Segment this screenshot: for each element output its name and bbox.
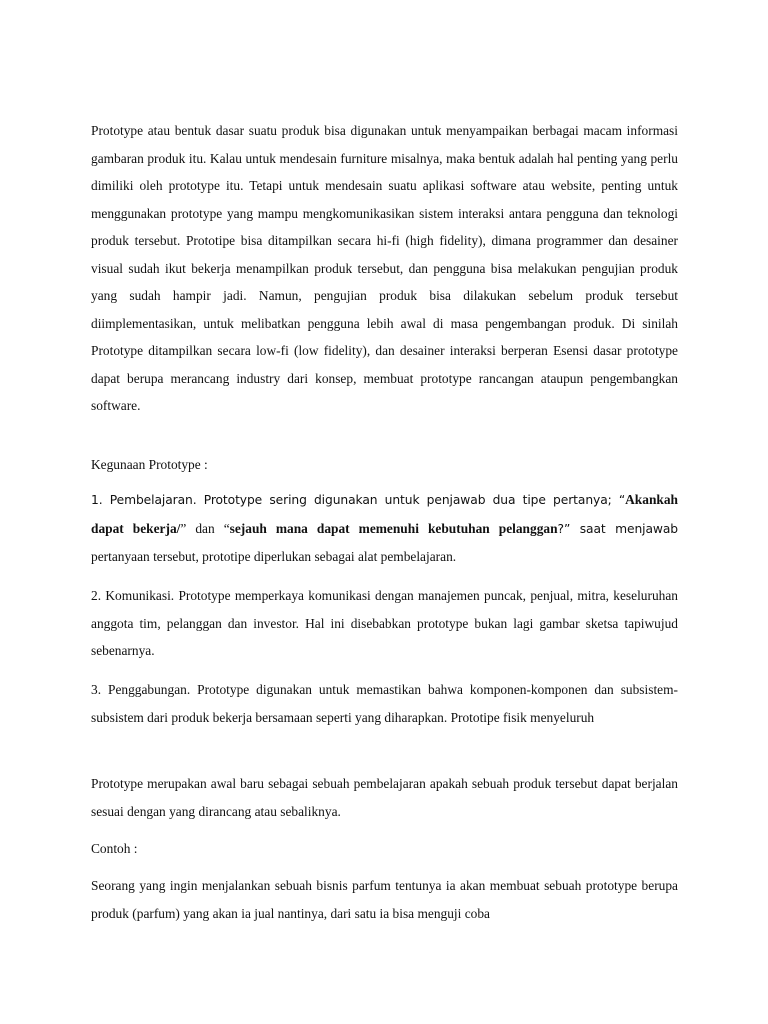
item1-tail-text: pertanyaan tersebut, prototipe diperlukan sebagai alat pembelajaran. xyxy=(91,549,457,564)
summary-paragraph: Prototype merupakan awal baru sebagai sebuah pembelajaran apakah sebuah produk tersebut dapat berjalan sesuai dengan yang dirancang atau sebaliknya. xyxy=(91,776,678,819)
item1-lead-text: 1. Pembelajaran. Prototype sering digunakan untuk penjawab dua tipe pertanya; “ xyxy=(91,493,626,507)
item1-mid-text-2: ?” saat menjawab xyxy=(557,521,678,536)
list-item-communication: 2. Komunikasi. Prototype memperkaya komunikasi dengan manajemen puncak, penjual, mitra, keseluruhan anggota tim, pelanggan dan investor. Hal ini disebabkan prototype bukan lagi gambar sketsa tapiwujud sebenarnya. xyxy=(91,588,678,658)
item1-bold-question-2: sejauh mana dapat memenuhi kebutuhan pelanggan xyxy=(229,520,558,536)
uses-heading: Kegunaan Prototype : xyxy=(91,457,208,472)
item1-bold-question-1: Akankah dapat bekerja/ xyxy=(91,492,678,536)
intro-paragraph: Prototype atau bentuk dasar suatu produk bisa digunakan untuk menyampaikan berbagai macam informasi gambaran produk itu. Kalau untuk mendesain furniture misalnya, maka bentuk adalah hal penting yang perlu dimiliki oleh prototype itu. Tetapi untuk mendesain suatu aplikasi software atau website, penting untuk menggunakan prototype yang mampu mengkomunikasikan sistem interaksi antara pengguna dan teknologi produk tersebut. Prototipe bisa ditampilkan secara hi-fi (high fidelity), dimana programmer dan desainer visual sudah ikut bekerja menampilkan produk tersebut, dan pengguna bisa melakukan pengujian produk yang sudah hampir jadi. Namun, pengujian produk bisa dilakukan sebelum produk tersebut diimplementasikan, untuk melibatkan pengguna lebih awal di masa pengembangan produk. Di sinilah Prototype ditampilkan secara low-fi (low fidelity), dan desainer interaksi berperan Esensi dasar prototype dapat berupa merancang industry dari konsep, membuat prototype rancangan ataupun pengembangkan software. xyxy=(91,123,678,413)
example-paragraph: Seorang yang ingin menjalankan sebuah bisnis parfum tentunya ia akan membuat sebuah prototype berupa produk (parfum) yang akan ia jual nantinya, dari satu ia bisa menguji coba xyxy=(91,878,678,921)
list-item-integration: 3. Penggabungan. Prototype digunakan untuk memastikan bahwa komponen-komponen dan subsistem-subsistem dari produk bekerja bersamaan seperti yang diharapkan. Prototipe fisik menyeluruh xyxy=(91,682,678,725)
item1-mid-text-1: ” dan “ xyxy=(180,520,230,536)
example-heading: Contoh : xyxy=(91,841,138,856)
list-item-learning xyxy=(91,486,678,571)
